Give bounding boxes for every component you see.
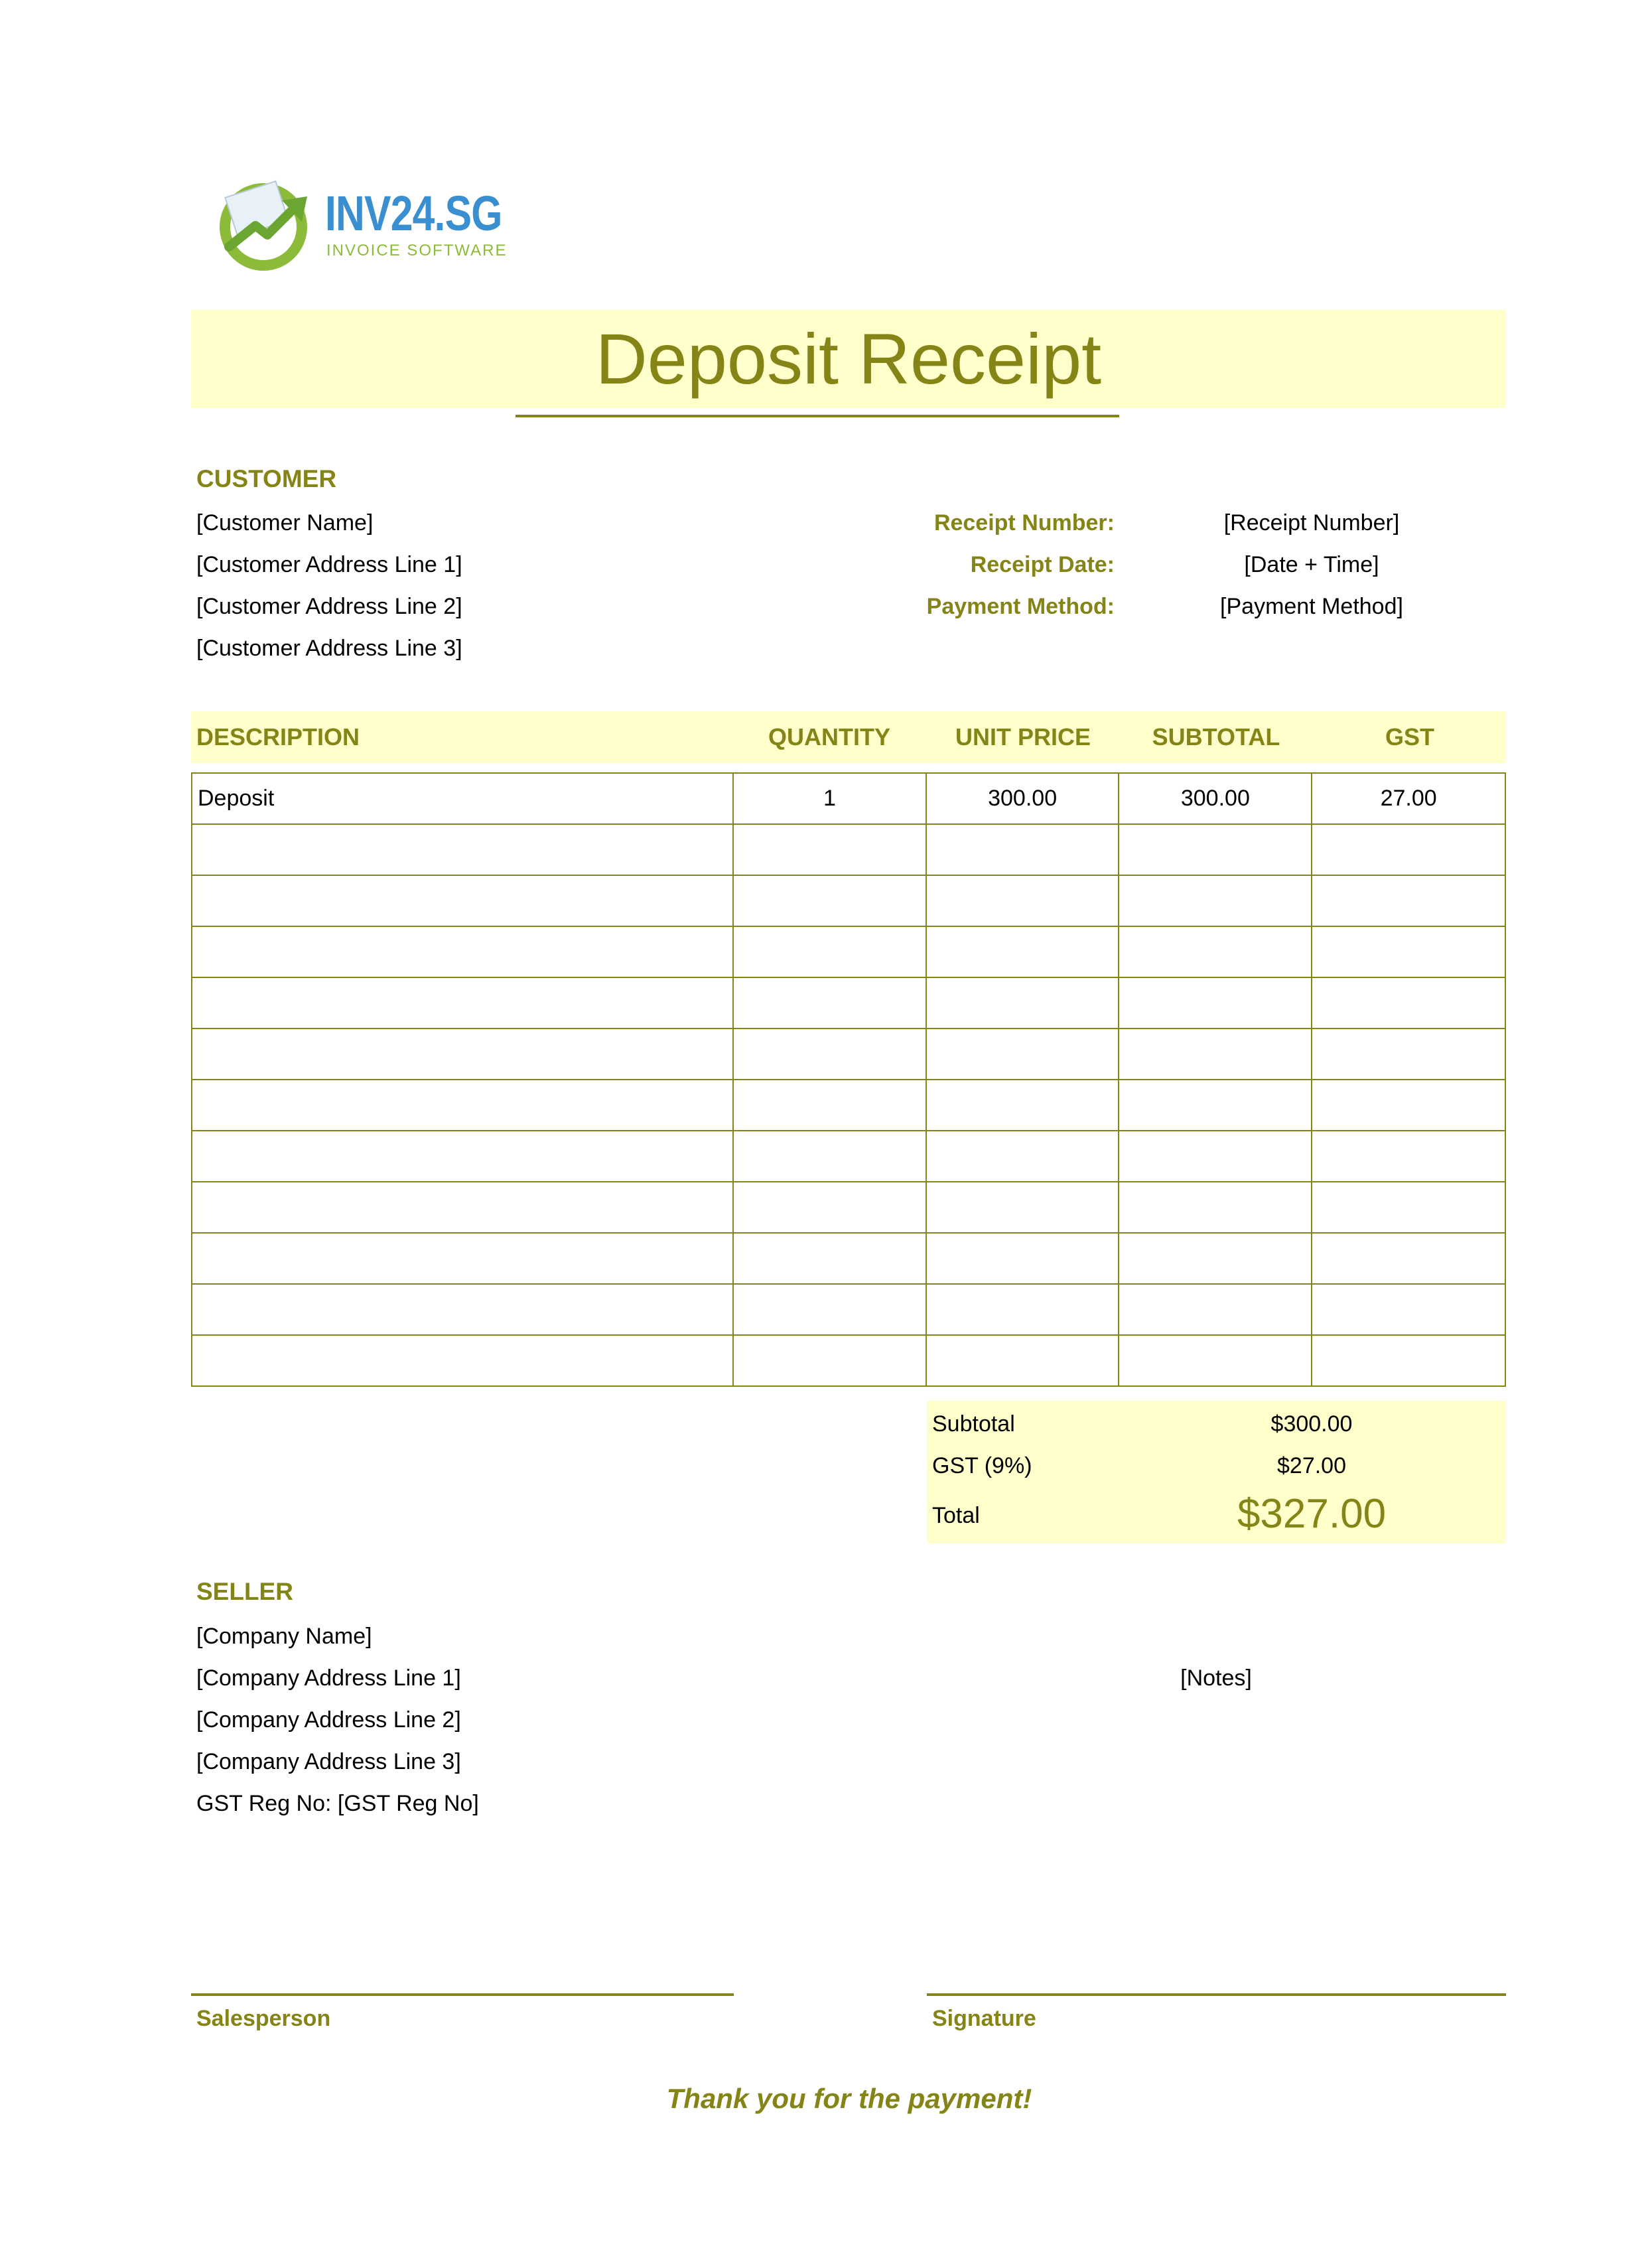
cell-unit-price xyxy=(926,926,1119,977)
gst-label: GST (9%) xyxy=(932,1453,1032,1478)
cell-quantity xyxy=(733,1284,926,1335)
cell-quantity xyxy=(733,875,926,926)
cell-description xyxy=(192,824,733,875)
cell-quantity: 1 xyxy=(733,773,926,824)
cell-gst: 27.00 xyxy=(1312,773,1505,824)
cell-subtotal xyxy=(1119,824,1312,875)
logo-brand: INV24.SG xyxy=(325,186,502,241)
receipt-number-label: Receipt Number: xyxy=(933,510,1115,535)
cell-gst xyxy=(1312,1080,1505,1131)
cell-gst xyxy=(1312,875,1505,926)
items-table xyxy=(191,772,1506,1387)
cell-subtotal xyxy=(1119,1284,1312,1335)
table-row xyxy=(192,1131,1505,1182)
cell-gst xyxy=(1312,1233,1505,1284)
col-header-quantity: QUANTITY xyxy=(768,723,890,750)
total-label: Total xyxy=(932,1503,980,1528)
cell-quantity xyxy=(733,1131,926,1182)
notes: [Notes] xyxy=(1180,1666,1252,1691)
col-header-gst: GST xyxy=(1385,723,1434,750)
cell-unit-price xyxy=(926,977,1119,1028)
signature-label: Signature xyxy=(932,2006,1036,2031)
cell-description xyxy=(192,1335,733,1386)
cell-subtotal xyxy=(1119,1182,1312,1233)
table-row xyxy=(192,875,1505,926)
cell-gst xyxy=(1312,977,1505,1028)
customer-address-1: [Customer Address Line 1] xyxy=(196,552,462,577)
col-header-description: DESCRIPTION xyxy=(196,723,360,750)
table-row xyxy=(192,977,1505,1028)
table-row xyxy=(192,1335,1505,1386)
cell-subtotal xyxy=(1119,1233,1312,1284)
table-row xyxy=(192,926,1505,977)
cell-quantity xyxy=(733,926,926,977)
cell-quantity xyxy=(733,1080,926,1131)
page-title: Deposit Receipt xyxy=(595,319,1102,399)
cell-unit-price xyxy=(926,1080,1119,1131)
customer-address-3: [Customer Address Line 3] xyxy=(196,636,462,661)
cell-description xyxy=(192,1080,733,1131)
customer-heading: CUSTOMER xyxy=(196,465,337,492)
seller-company-name: [Company Name] xyxy=(196,1624,372,1649)
seller-gst-reg: GST Reg No: [GST Reg No] xyxy=(196,1791,479,1816)
thank-you-message: Thank you for the payment! xyxy=(666,2083,1032,2114)
cell-unit-price xyxy=(926,1233,1119,1284)
cell-quantity xyxy=(733,824,926,875)
cell-gst xyxy=(1312,824,1505,875)
seller-heading: SELLER xyxy=(196,1578,293,1605)
cell-gst xyxy=(1312,1131,1505,1182)
cell-gst xyxy=(1312,1284,1505,1335)
gst-value: $27.00 xyxy=(1277,1453,1346,1478)
seller-address-2: [Company Address Line 2] xyxy=(196,1707,461,1733)
cell-subtotal: 300.00 xyxy=(1119,773,1312,824)
receipt-date-value: [Date + Time] xyxy=(1244,552,1379,577)
table-row xyxy=(192,1080,1505,1131)
cell-quantity xyxy=(733,1233,926,1284)
cell-unit-price xyxy=(926,1131,1119,1182)
table-row xyxy=(192,1233,1505,1284)
salesperson-label: Salesperson xyxy=(196,2006,331,2031)
seller-address-3: [Company Address Line 3] xyxy=(196,1749,461,1774)
col-header-unit-price: UNIT PRICE xyxy=(955,723,1091,750)
cell-subtotal xyxy=(1119,1335,1312,1386)
cell-gst xyxy=(1312,1335,1505,1386)
table-row xyxy=(192,824,1505,875)
subtotal-label: Subtotal xyxy=(932,1411,1015,1437)
cell-description: Deposit xyxy=(192,773,733,824)
cell-unit-price xyxy=(926,1284,1119,1335)
cell-unit-price xyxy=(926,824,1119,875)
cell-subtotal xyxy=(1119,875,1312,926)
cell-description xyxy=(192,875,733,926)
cell-unit-price: 300.00 xyxy=(926,773,1119,824)
title-underline xyxy=(515,415,1119,417)
cell-subtotal xyxy=(1119,1028,1312,1080)
col-header-subtotal: SUBTOTAL xyxy=(1152,723,1280,750)
cell-description xyxy=(192,1182,733,1233)
cell-gst xyxy=(1312,926,1505,977)
receipt-number-value: [Receipt Number] xyxy=(1223,510,1400,535)
logo-mark-icon xyxy=(216,174,322,273)
customer-name: [Customer Name] xyxy=(196,510,374,535)
table-row xyxy=(192,1182,1505,1233)
salesperson-line xyxy=(191,1993,734,1996)
table-row xyxy=(192,1028,1505,1080)
cell-description xyxy=(192,1131,733,1182)
cell-description xyxy=(192,926,733,977)
cell-description xyxy=(192,1284,733,1335)
cell-subtotal xyxy=(1119,926,1312,977)
cell-description xyxy=(192,977,733,1028)
cell-subtotal xyxy=(1119,1131,1312,1182)
cell-gst xyxy=(1312,1182,1505,1233)
logo-tagline: INVOICE SOFTWARE xyxy=(326,242,508,259)
cell-quantity xyxy=(733,977,926,1028)
cell-gst xyxy=(1312,1028,1505,1080)
cell-unit-price xyxy=(926,1182,1119,1233)
customer-address-2: [Customer Address Line 2] xyxy=(196,594,462,619)
cell-unit-price xyxy=(926,1335,1119,1386)
cell-unit-price xyxy=(926,1028,1119,1080)
table-row xyxy=(192,773,1505,824)
signature-line xyxy=(927,1993,1506,1996)
subtotal-value: $300.00 xyxy=(1270,1411,1353,1437)
payment-method-label: Payment Method: xyxy=(926,594,1115,619)
table-row xyxy=(192,1284,1505,1335)
cell-description xyxy=(192,1233,733,1284)
cell-quantity xyxy=(733,1028,926,1080)
cell-quantity xyxy=(733,1182,926,1233)
company-logo xyxy=(216,174,508,273)
cell-subtotal xyxy=(1119,1080,1312,1131)
cell-quantity xyxy=(733,1335,926,1386)
receipt-date-label: Receipt Date: xyxy=(970,552,1115,577)
seller-address-1: [Company Address Line 1] xyxy=(196,1666,461,1691)
payment-method-value: [Payment Method] xyxy=(1220,594,1403,619)
total-value: $327.00 xyxy=(1237,1491,1387,1537)
cell-subtotal xyxy=(1119,977,1312,1028)
cell-description xyxy=(192,1028,733,1080)
cell-unit-price xyxy=(926,875,1119,926)
